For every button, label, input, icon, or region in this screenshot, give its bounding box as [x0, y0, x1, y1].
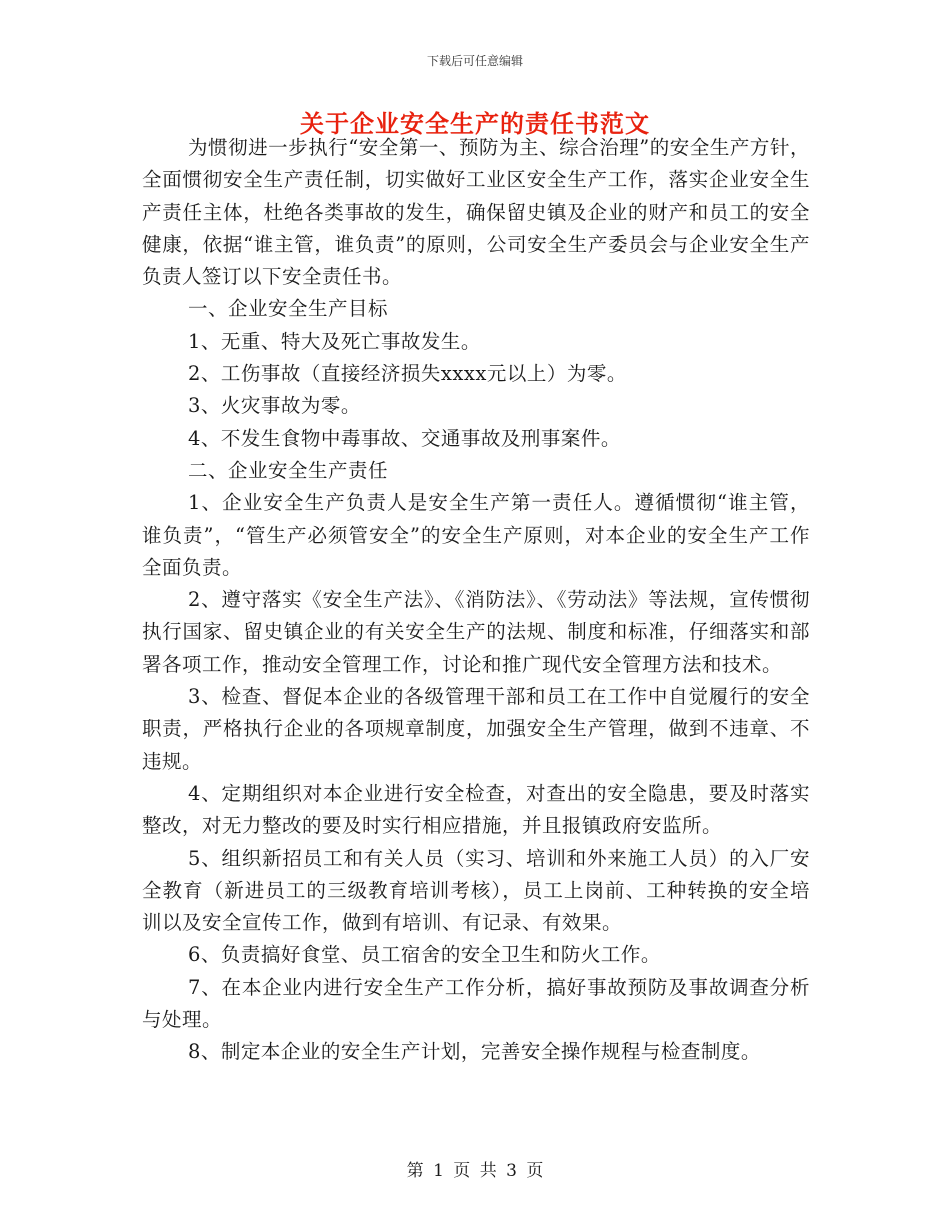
- intro-paragraph: 为惯彻进一步执行“安全第一、预防为主、综合治理”的安全生产方针，全面惯彻安全生产责任制，切实做好工业区安全生产工作，落实企业安全生产责任主体，杜绝各类事故的发生，确保留史镇及企业的财产和员工的安全健康，依据“谁主管，谁负责”的原则，公司安全生产委员会与企业安全生产负责人签订以下安全责任书。: [142, 136, 810, 289]
- goal-item-4: 4、不发生食物中毒事故、交通事故及刑事案件。: [188, 426, 621, 450]
- responsibility-item-6: 6、负责搞好食堂、员工宿舍的安全卫生和防火工作。: [188, 943, 661, 967]
- section-heading-goals: 一、企业安全生产目标: [188, 297, 389, 321]
- document-body: [142, 132, 810, 1069]
- goal-item-2: 2、工伤事故（直接经济损失xxxx元以上）为零。: [188, 362, 627, 386]
- responsibility-item-1: 1、企业安全生产负责人是安全生产第一责任人。遵循惯彻“谁主管，谁负责”，“管生产必须管安全”的安全生产原则，对本企业的安全生产工作全面负责。: [142, 491, 810, 579]
- responsibility-item-2: 2、遵守落实《安全生产法》、《消防法》、《劳动法》等法规，宣传惯彻执行国家、留史镇企业的有关安全生产的法规、制度和标准，仔细落实和部署各项工作，推动安全管理工作，讨论和推广现代安全管理方法和技术。: [142, 588, 810, 676]
- responsibility-item-4: 4、定期组织对本企业进行安全检查，对查出的安全隐患，要及时落实整改，对无力整改的要及时实行相应措施，并且报镇政府安监所。: [142, 781, 810, 838]
- responsibility-item-5: 5、组织新招员工和有关人员（实习、培训和外来施工人员）的入厂安全教育（新进员工的三级教育培训考核），员工上岗前、工种转换的安全培训以及安全宣传工作，做到有培训、有记录、有效果。: [142, 846, 810, 935]
- page-footer: 第 1 页 共 3 页: [406, 1161, 544, 1181]
- responsibility-item-3: 3、检查、督促本企业的各级管理干部和员工在工作中自觉履行的安全职责，严格执行企业的各项规章制度，加强安全生产管理，做到不违章、不违规。: [142, 685, 810, 773]
- responsibility-item-8: 8、制定本企业的安全生产计划，完善安全操作规程与检查制度。: [188, 1040, 761, 1064]
- responsibility-item-7: 7、在本企业内进行安全生产工作分析，搞好事故预防及事故调查分析与处理。: [142, 975, 810, 1032]
- goal-item-1: 1、无重、特大及死亡事故发生。: [188, 329, 481, 353]
- document-title: 关于企业安全生产的责任书范文: [300, 109, 650, 138]
- header-note: 下载后可任意编辑: [426, 54, 523, 68]
- section-heading-responsibilities: 二、企业安全生产责任: [188, 458, 389, 482]
- goal-item-3: 3、火灾事故为零。: [188, 394, 361, 418]
